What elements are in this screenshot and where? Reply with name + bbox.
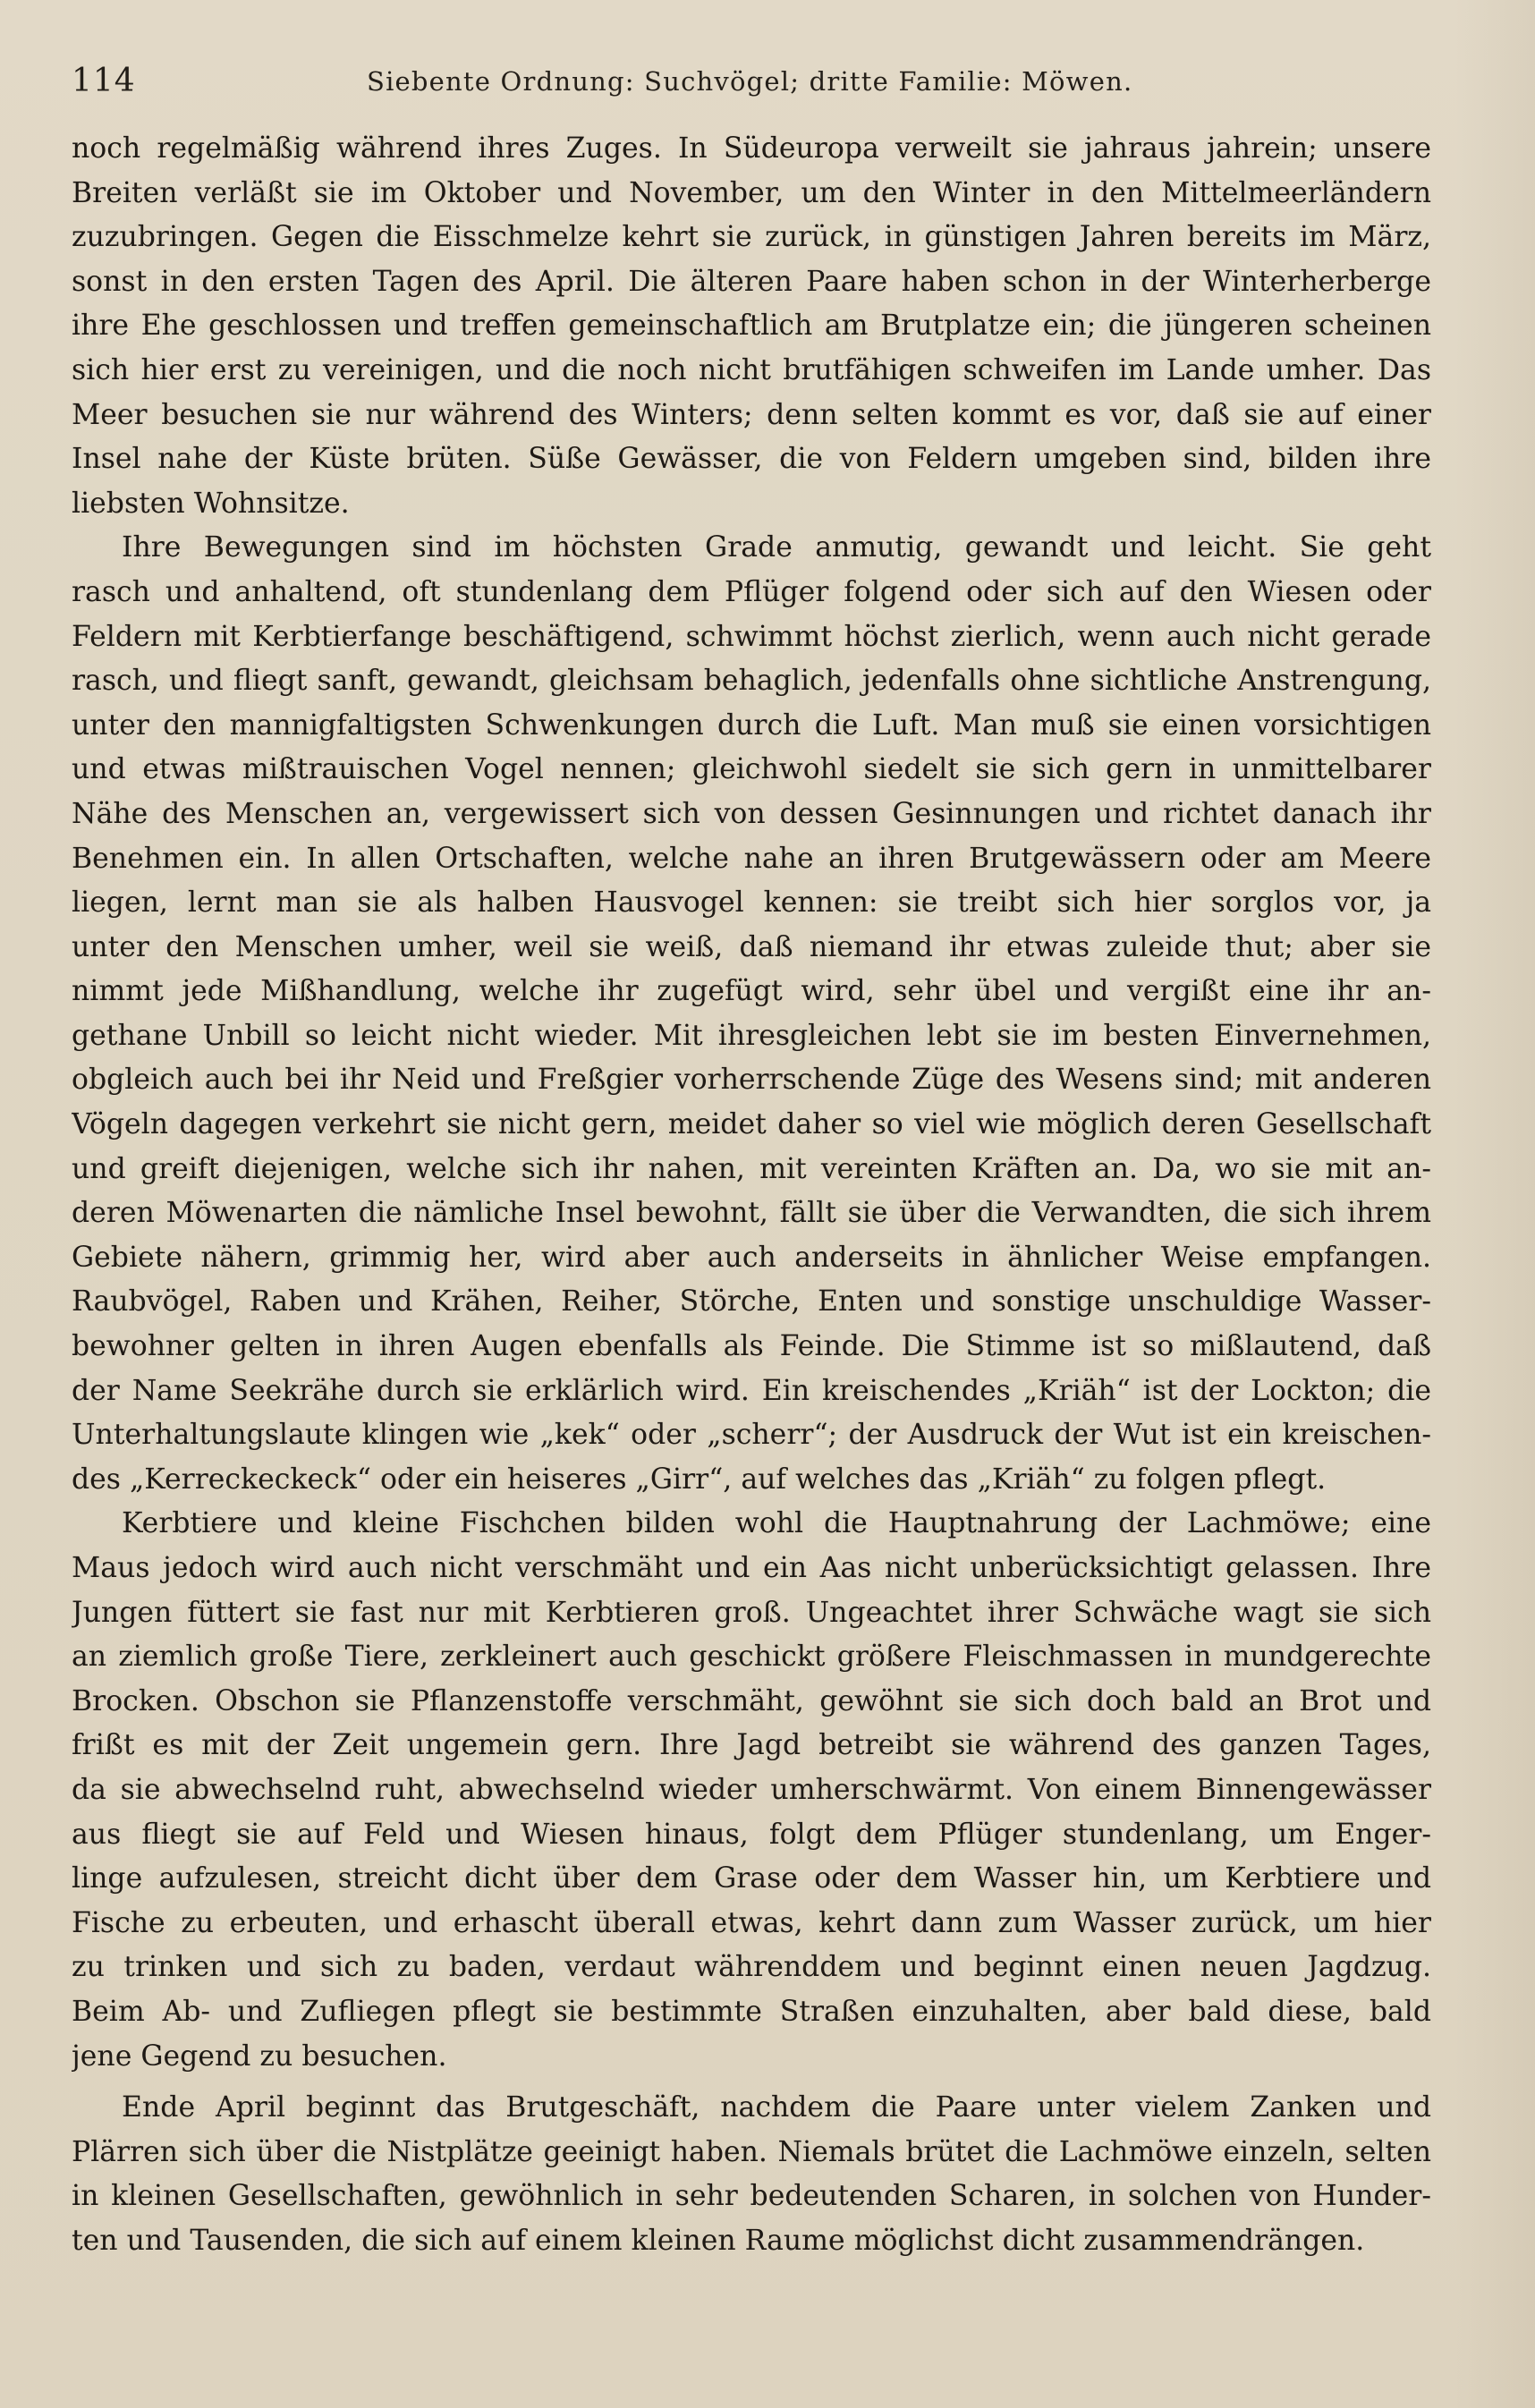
body-text — [72, 127, 1431, 2264]
paragraph-gap — [72, 2079, 1431, 2086]
paragraph — [72, 127, 1431, 526]
paragraph — [72, 2086, 1431, 2263]
text-line: Ende April beginnt das Brutgeschäft, nachdem die Paare unter vielem Zanken und — [122, 2091, 1431, 2124]
text-line: bewohner gelten in ihren Augen ebenfalls als Feinde. Die Stimme ist so mißlautend, daß — [72, 1330, 1431, 1363]
text-line: Fische zu erbeuten, und erhascht überall etwas, kehrt dann zum Wasser zurück, um hier — [72, 1906, 1431, 1939]
text-line: unter den Menschen umher, weil sie weiß, daß niemand ihr etwas zuleide thut; aber sie — [72, 930, 1431, 963]
text-line: der Name Seekrähe durch sie erklärlich wird. Ein kreischendes „Kriäh“ ist der Lockton; die — [72, 1374, 1431, 1407]
text-line: da sie abwechselnd ruht, abwechselnd wieder umherschwärmt. Von einem Binnengewässer — [72, 1773, 1431, 1806]
paragraph — [72, 526, 1431, 1502]
text-line: zuzubringen. Gegen die Eisschmelze kehrt sie zurück, in günstigen Jahren bereits im März, — [72, 221, 1431, 254]
text-line: Plärren sich über die Nistplätze geeinigt haben. Niemals brütet die Lachmöwe einzeln, selten — [72, 2135, 1431, 2168]
text-line: sonst in den ersten Tagen des April. Die älteren Paare haben schon in der Winterherberge — [72, 265, 1431, 298]
text-line: Feldern mit Kerbtierfange beschäftigend, schwimmt höchst zierlich, wenn auch nicht gerade — [72, 620, 1431, 653]
text-line: rasch, und fliegt sanft, gewandt, gleichsam behaglich, jedenfalls ohne sichtliche Anstrengung, — [72, 665, 1431, 698]
text-line: zu trinken und sich zu baden, verdaut währenddem und beginnt einen neuen Jagdzug. — [72, 1951, 1431, 1984]
text-line: nimmt jede Mißhandlung, welche ihr zugefügt wird, sehr übel und vergißt eine ihr an- — [72, 975, 1431, 1008]
text-line: liebsten Wohnsitze. — [72, 487, 350, 520]
text-line: Maus jedoch wird auch nicht verschmäht und ein Aas nicht unberücksichtigt gelassen. Ihre — [72, 1552, 1431, 1584]
text-line: aus fliegt sie auf Feld und Wiesen hinaus, folgt dem Pflüger stundenlang, um Enger- — [72, 1818, 1431, 1851]
text-line: liegen, lernt man sie als halben Hausvogel kennen: sie treibt sich hier sorglos vor, ja — [72, 886, 1431, 920]
text-line: Insel nahe der Küste brüten. Süße Gewässer, die von Feldern umgeben sind, bilden ihre — [72, 443, 1431, 476]
text-line: linge aufzulesen, streicht dicht über dem Grase oder dem Wasser hin, um Kerbtiere und — [72, 1862, 1431, 1895]
text-line: Unterhaltungslaute klingen wie „kek“ oder „scherr“; der Ausdruck der Wut ist ein kreischen- — [72, 1419, 1431, 1452]
text-line: noch regelmäßig während ihres Zuges. In Südeuropa verweilt sie jahraus jahrein; unsere — [72, 132, 1431, 165]
text-line: frißt es mit der Zeit ungemein gern. Ihre Jagd betreibt sie während des ganzen Tages, — [72, 1729, 1431, 1762]
text-line: gethane Unbill so leicht nicht wieder. Mit ihresgleichen lebt sie im besten Einvernehmen, — [72, 1019, 1431, 1052]
page-header — [72, 57, 1449, 111]
text-line: Breiten verläßt sie im Oktober und November, um den Winter in den Mittelmeerländern — [72, 176, 1431, 209]
text-line: Raubvögel, Raben und Krähen, Reiher, Störche, Enten und sonstige unschuldige Wasser- — [72, 1285, 1431, 1318]
text-line: unter den mannigfaltigsten Schwenkungen durch die Luft. Man muß sie einen vorsichtigen — [72, 708, 1431, 742]
text-line: des „Kerreckeckeck“ oder ein heiseres „Girr“, auf welches das „Kriäh“ zu folgen pflegt. — [72, 1463, 1327, 1496]
text-line: und etwas mißtrauischen Vogel nennen; gleichwohl siedelt sie sich gern in unmittelbarer — [72, 753, 1431, 786]
text-line: Vögeln dagegen verkehrt sie nicht gern, meidet daher so viel wie möglich deren Gesellschaft — [72, 1108, 1431, 1141]
text-line: Jungen füttert sie fast nur mit Kerbtieren groß. Ungeachtet ihrer Schwäche wagt sie sich — [72, 1596, 1431, 1629]
text-line: obgleich auch bei ihr Neid und Freßgier vorherrschende Züge des Wesens sind; mit anderen — [72, 1064, 1431, 1097]
text-line: ihre Ehe geschlossen und treffen gemeinschaftlich am Brutplatze ein; die jüngeren scheinen — [72, 309, 1431, 343]
text-line: und greift diejenigen, welche sich ihr nahen, mit vereinten Kräften an. Da, wo sie mit an- — [72, 1152, 1431, 1185]
text-line: jene Gegend zu besuchen. — [72, 2039, 447, 2073]
text-line: ten und Tausenden, die sich auf einem kleinen Raume möglichst dicht zusammendrängen. — [72, 2224, 1365, 2257]
text-line: Benehmen ein. In allen Ortschaften, welche nahe an ihren Brutgewässern oder am Meere — [72, 842, 1431, 875]
text-line: rasch und anhaltend, oft stundenlang dem Pflüger folgend oder sich auf den Wiesen oder — [72, 575, 1431, 608]
text-line: sich hier erst zu vereinigen, und die noch nicht brutfähigen schweifen im Lande umher. Das — [72, 353, 1431, 386]
text-line: deren Möwenarten die nämliche Insel bewohnt, fällt sie über die Verwandten, die sich ihrem — [72, 1197, 1431, 1230]
text-line: Meer besuchen sie nur während des Winters; denn selten kommt es vor, daß sie auf einer — [72, 398, 1431, 431]
text-line: Nähe des Menschen an, vergewissert sich von dessen Gesinnungen und richtet danach ihr — [72, 797, 1431, 830]
text-line: Ihre Bewegungen sind im höchsten Grade anmutig, gewandt und leicht. Sie geht — [122, 531, 1431, 564]
text-line: Brocken. Obschon sie Pflanzenstoffe verschmäht, gewöhnt sie sich doch bald an Brot und — [72, 1684, 1431, 1717]
running-head: Siebente Ordnung: Suchvögel; dritte Familie: Möwen. — [367, 66, 1133, 97]
page-number: 114 — [72, 63, 136, 99]
text-line: Beim Ab- und Zufliegen pflegt sie bestimmte Straßen einzuhalten, aber bald diese, bald — [72, 1995, 1431, 2028]
text-line: an ziemlich große Tiere, zerkleinert auch geschickt größere Fleischmassen in mundgerechte — [72, 1641, 1431, 1674]
text-line: Kerbtiere und kleine Fischchen bilden wohl die Hauptnahrung der Lachmöwe; eine — [122, 1507, 1431, 1540]
paragraph — [72, 1502, 1431, 2079]
text-line: in kleinen Gesellschaften, gewöhnlich in sehr bedeutenden Scharen, in solchen von Hunder- — [72, 2180, 1431, 2213]
text-line: Gebiete nähern, grimmig her, wird aber auch anderseits in ähnlicher Weise empfangen. — [72, 1241, 1431, 1274]
